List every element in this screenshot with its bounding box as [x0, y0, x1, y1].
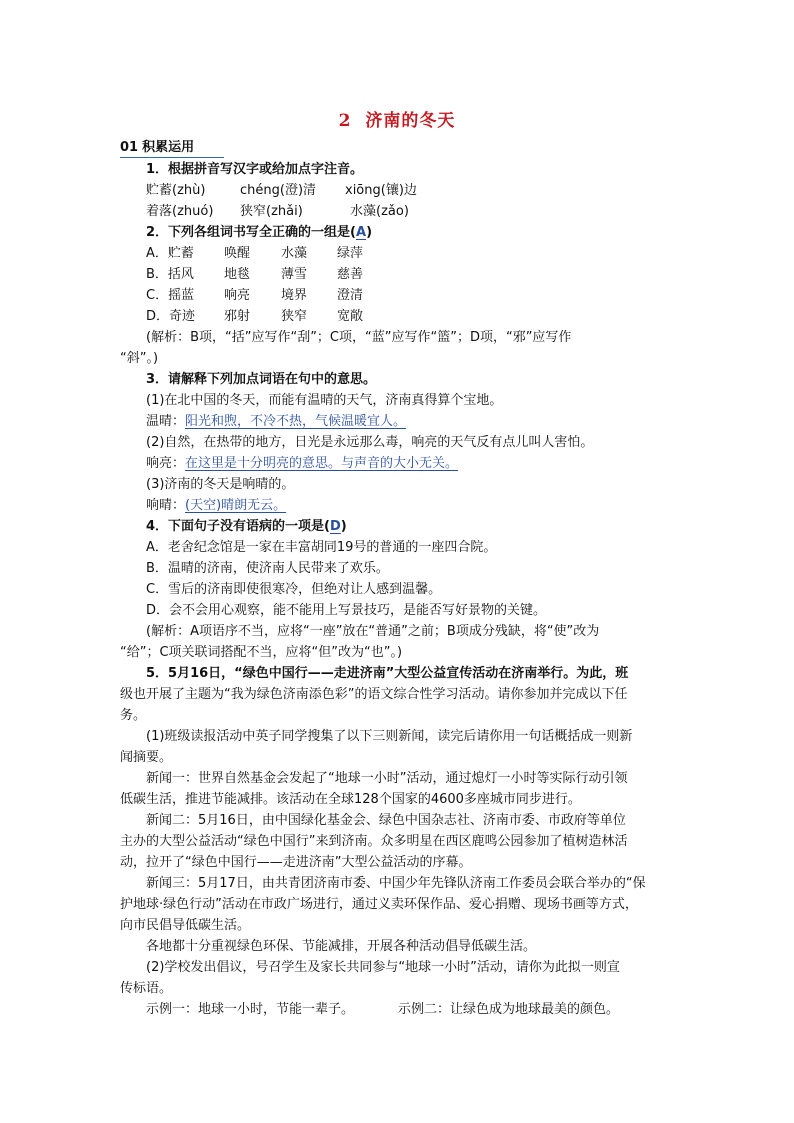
- q4-option: A．老舍纪念馆是一家在丰富胡同19号的普通的一座四合院。: [146, 540, 497, 555]
- q2-option-word: 狭窄: [281, 309, 308, 324]
- q1-item: 狭窄(zhǎi): [240, 204, 303, 219]
- section-header: [120, 140, 224, 158]
- q2-option-word: 唤醒: [224, 246, 251, 261]
- q5-part: 传标语。: [120, 981, 173, 996]
- q3-sentence: (1)在北中国的冬天，而能有温晴的天气，济南真得算个宝地。: [146, 393, 503, 408]
- section-number: 01: [120, 140, 139, 155]
- news-item: 低碳生活，推进节能减排。该活动在全球128个国家的4600多座城市同步进行。: [120, 792, 581, 807]
- q2-option: C．摇蓝: [146, 288, 195, 303]
- q2-option-word: 宽敞: [337, 309, 364, 324]
- q1-item: 贮蓄(zhù): [146, 183, 206, 198]
- news-item: 新闻三：5月17日，由共青团济南市委、中国少年先锋队济南工作委员会联合举办的“保: [146, 876, 646, 891]
- q4-stem: 4．下面句子没有语病的一项是(D): [146, 519, 347, 534]
- q5-part: 闻摘要。: [120, 750, 173, 765]
- q2-option-word: 慈善: [337, 267, 364, 282]
- q4-option: D．会不会用心观察，能不能用上写景技巧，是能否写好景物的关键。: [146, 603, 547, 618]
- q5-summary-answer: 各地都十分重视绿色环保、节能减排，开展各种活动倡导低碳生活。: [146, 939, 537, 954]
- q2-option-word: 薄雪: [281, 267, 308, 282]
- q4-answer: D: [330, 519, 341, 534]
- q2-option-word: 澄清: [337, 288, 364, 303]
- q2-option-word: 响亮: [224, 288, 251, 303]
- q4-option: B．温晴的济南，使济南人民带来了欢乐。: [146, 561, 389, 576]
- q3-sentence: (2)自然，在热带的地方，日光是永远那么毒，响亮的天气反有点儿叫人害怕。: [146, 435, 594, 450]
- slogan-example: 示例二：让绿色成为地球最美的颜色。: [398, 1002, 620, 1017]
- q5-intro: 务。: [120, 708, 147, 723]
- q3-answer: 在这里是十分明亮的意思。与声音的大小无关。: [185, 456, 459, 471]
- q1-stem: 1．根据拼音写汉字或给加点字注音。: [146, 162, 364, 177]
- q5-part: (2)学校发出倡议，号召学生及家长共同参与“地球一小时”活动，请你为此拟一则宣: [146, 960, 620, 975]
- news-item: 动，拉开了“绿色中国行——走进济南”大型公益活动的序幕。: [120, 855, 472, 870]
- q3-answer: (天空)晴朗无云。: [185, 498, 287, 513]
- q3-answer-line: 温晴：阳光和煦，不冷不热，气候温暖宜人。: [146, 414, 407, 429]
- q2-option-word: 水藻: [281, 246, 308, 261]
- news-item: 新闻二：5月16日，由中国绿化基金会、绿色中国杂志社、济南市委、市政府等单位: [146, 813, 626, 828]
- page-title: [0, 106, 794, 131]
- q2-option: A．贮蓄: [146, 246, 194, 261]
- q1-item: 着落(zhuó): [146, 204, 214, 219]
- q3-stem: 3．请解释下列加点词语在句中的意思。: [146, 372, 377, 387]
- q1-item: chéng(澄)清: [240, 183, 317, 198]
- q3-answer-line: 响亮：在这里是十分明亮的意思。与声音的大小无关。: [146, 456, 459, 471]
- q2-option-word: 境界: [281, 288, 308, 303]
- slogan-example: 示例一：地球一小时，节能一辈子。: [146, 1002, 355, 1017]
- q3-answer-line: 响晴：(天空)晴朗无云。: [146, 498, 287, 513]
- q3-answer: 阳光和煦，不冷不热，气候温暖宜人。: [185, 414, 407, 429]
- q2-answer: A: [356, 225, 367, 240]
- news-item: 护地球·绿色行动”活动在市政广场进行，通过义卖环保作品、爱心捐赠、现场书画等方式，: [120, 897, 638, 912]
- q4-analysis: “给”；C项关联词搭配不当，应将“但”改为“也”。): [120, 645, 403, 660]
- section-label: 积累运用: [142, 140, 195, 155]
- news-item: 向市民倡导低碳生活。: [120, 918, 251, 933]
- q2-analysis: (解析：B项，“括”应写作“刮”；C项，“蓝”应写作“篮”；D项，“邪”应写作: [146, 330, 572, 345]
- q4-option: C．雪后的济南即使很寒冷，但绝对让人感到温馨。: [146, 582, 442, 597]
- news-item: 主办的大型公益活动“绿色中国行”来到济南。众多明星在西区鹿鸣公园参加了植树造林活: [120, 834, 628, 849]
- q1-item: 水藻(zǎo): [350, 204, 409, 219]
- q2-option-word: 邪射: [224, 309, 251, 324]
- q3-sentence: (3)济南的冬天是响晴的。: [146, 477, 295, 492]
- q1-item: xiōng(镶)边: [345, 183, 417, 198]
- q4-analysis: (解析：A项语序不当，应将“一座”放在“普通”之前；B项成分残缺，将“使”改为: [146, 624, 600, 639]
- q2-option: B．括风: [146, 267, 194, 282]
- q5-part: (1)班级读报活动中英子同学搜集了以下三则新闻，读完后请你用一句话概括成一则新: [146, 729, 633, 744]
- lesson-title: 济南的冬天: [365, 111, 456, 131]
- q2-stem: 2．下列各组词书写全正确的一组是(A): [146, 225, 373, 240]
- news-item: 新闻一：世界自然基金会发起了“地球一小时”活动，通过熄灯一小时等实际行动引领: [146, 771, 628, 786]
- q5-intro: 级也开展了主题为“我为绿色济南添色彩”的语文综合性学习活动。请你参加并完成以下任: [120, 687, 628, 702]
- q2-option-word: 地毯: [224, 267, 251, 282]
- q5-intro: 5．5月16日，“绿色中国行——走进济南”大型公益宣传活动在济南举行。为此，班: [146, 666, 629, 681]
- q2-option: D．奇迹: [146, 309, 196, 324]
- q2-analysis: “斜”。): [120, 351, 159, 366]
- lesson-number: 2: [338, 111, 352, 131]
- q2-option-word: 绿萍: [337, 246, 364, 261]
